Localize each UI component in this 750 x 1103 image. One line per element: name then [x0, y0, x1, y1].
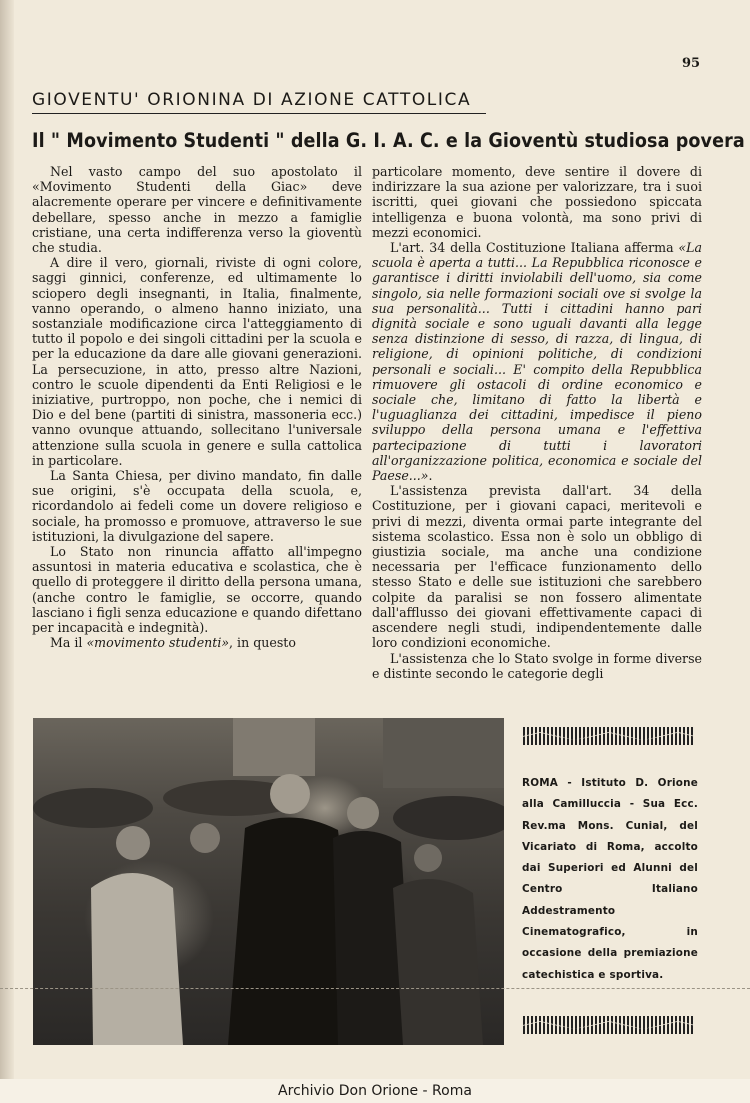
wall-shape	[383, 718, 504, 788]
face-shape	[347, 797, 379, 829]
paragraph: L'assistenza prevista dall'art. 34 della Costituzione, per i giovani capaci, meritevoli e privi di mezzi, diventa ormai parte integrante del sistema scolastico. Essa non è solo un obbligo di giustizia sociale, ma anche una condizione necessaria per l'efficace funzionamento dello stesso Stato e delle sue istituzioni che sarebbero colpite da paralisi se non fossero alimentate dall'afflusso dei giovani effettivamente capaci di ascendere negli studi, indipendentemente dalle loro condizioni economiche.	[372, 483, 702, 651]
ornament-divider	[523, 727, 695, 745]
paragraph: A dire il vero, giornali, riviste di ogni colore, saggi ginnici, conferenze, ed ultimamente lo sciopero degli insegnanti, in Italia, finalmente, vanno operando, o almeno hanno iniziato, una sostanziale modificazione circa l'atteggiamento di tutto il popolo e dei singoli cittadini per la scuola e per la educazione da dare alle giovani generazioni. La persecuzione, in atto, presso altre Nazioni, contro le scuole dipendenti da Enti Religiosi e le iniziative, purtroppo, non poche, che i nemici di Dio e del bene (partiti di sinistra, massoneria ecc.) vanno ovunque attuando, sollecitano l'universale attenzione sulla scuola in genere e sulla cattolica in particolare.	[32, 255, 362, 468]
paragraph-text: Ma il	[50, 635, 87, 651]
paragraph	[32, 635, 362, 650]
paragraph-text: , in questo	[229, 635, 296, 651]
page-number: 95	[682, 56, 701, 71]
face-shape	[414, 844, 442, 872]
crowd-shape	[393, 796, 504, 840]
photograph-scene	[33, 718, 504, 1045]
page-edge	[0, 0, 14, 1103]
paragraph: L'assistenza che lo Stato svolge in forme diverse e distinte secondo le categorie degli	[372, 650, 702, 681]
photograph	[33, 718, 504, 1045]
face-shape	[270, 774, 310, 814]
paragraph	[372, 240, 702, 483]
photo-caption	[522, 773, 698, 986]
article-column-left	[32, 164, 362, 651]
crowd-shape	[33, 788, 153, 828]
constitution-quote: «La scuola è aperta a tutti... La Repubblica riconosce e garantisce i diritti inviolabili dell'uomo, sia come singolo, sia nelle formazioni sociali ove si svolge la sua personalità... Tutti i cittadini hanno pari dignità sociale e sono uguali davanti alla legge senza distinzione di sesso, di razza, di lingua, di religione, di opinioni politiche, di condizioni personali e sociali... E' compito della Repubblica rimuovere gli ostacoli di ordine economico e sociale che, limitano di fatto la libertà e l'uguaglianza dei cittadini, impedisce il pieno sviluppo della persona umana e l'effettiva partecipazione di tutti i lavoratori all'organizzazione politica, economica e sociale del Paese...»	[372, 240, 702, 484]
archive-footer: Archivio Don Orione - Roma	[0, 1079, 750, 1103]
section-header: GIOVENTU' ORIONINA DI AZIONE CATTOLICA	[32, 89, 486, 114]
paragraph: La Santa Chiesa, per divino mandato, fin dalle sue origini, s'è occupata della scuola, e, ricordandolo ai fedeli come un dovere religioso e sociale, ha promosso e promuove, attraverso le sue istituzioni, la divulgazione del sapere.	[32, 468, 362, 544]
figure-shape	[393, 879, 483, 1045]
paragraph: Lo Stato non rinuncia affatto all'impegno assuntosi in materia educativa e scolastica, che è quello di proteggere il diritto della persona umana, (anche contro le famiglie, se occorre, quando lasciano i figli senza educazione e quando difettano per incapacità e indegnità).	[32, 544, 362, 636]
paragraph-text: L'art. 34 della Costituzione Italiana afferma	[390, 240, 679, 256]
article-headline: Il " Movimento Studenti " della G. I. A. C. e la Gioventù studiosa povera	[32, 129, 745, 152]
scan-artifact-line	[0, 988, 750, 989]
face-shape	[190, 823, 220, 853]
paragraph: Nel vasto campo del suo apostolato il «Movimento Studenti della Giac» deve alacremente operare per vincere e definitivamente debellare, spesso anche in mezzo a famiglie cristiane, una certa indifferenza verso la gioventù che studia.	[32, 164, 362, 256]
paragraph: particolare momento, deve sentire il dovere di indirizzare la sua azione per valorizzare, tra i suoi iscritti, quei giovani che possiedono spiccata intelligenza e buona volontà, ma sono privi di mezzi economici.	[372, 164, 702, 240]
paragraph-text: .	[428, 468, 433, 484]
face-shape	[116, 826, 150, 860]
article-column-right	[372, 164, 702, 681]
italic-quote: «movimento studenti»	[86, 635, 230, 651]
ornament-divider	[523, 1016, 695, 1034]
boy-shape	[91, 873, 183, 1045]
caption-text: ROMA - Istituto D. Orione alla Camilluccia - Sua Ecc. Rev.ma Mons. Cunial, del Vicariato di Roma, accolto dai Superiori ed Alunni del Centro Italiano Addestramento Cinematografico, in occasione della premiazione catechistica e sportiva.	[522, 777, 698, 981]
window-shape	[233, 718, 315, 776]
